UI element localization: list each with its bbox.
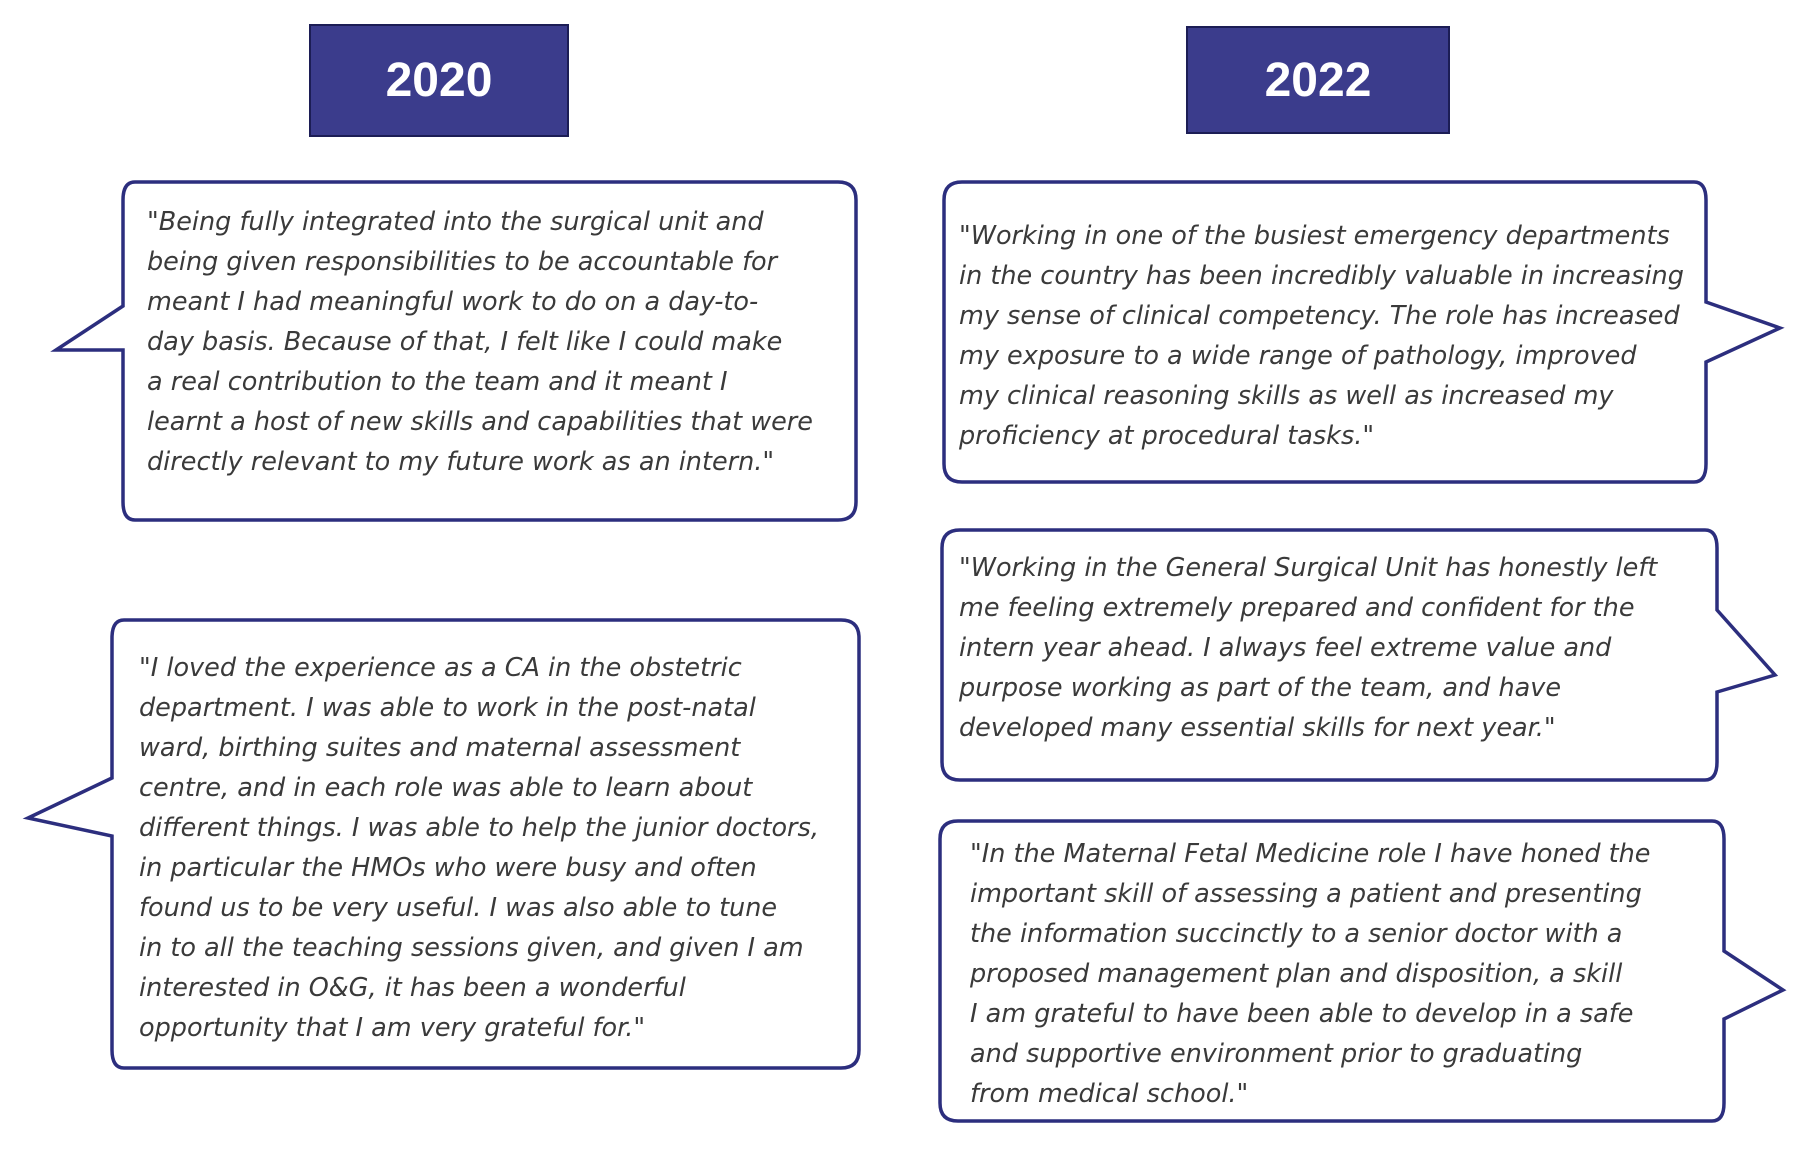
quote-bubble-2020-1 <box>48 180 858 522</box>
quote-text: "Working in one of the busiest emergency departments in the country has been incredibly valuable in increasing my sense of clinical competency. The role has increased my exposure to a wide range of pathology, improved my clinical reasoning skills as well as increased my proficiency at procedural tasks." <box>959 221 1684 451</box>
quote-text: "Working in the General Surgical Unit has honestly left me feeling extremely prepared and confident for the intern year ahead. I always feel extreme value and purpose working as part of the team, and have developed many essential skills for next year." <box>959 553 1658 743</box>
quote-text: "I loved the experience as a CA in the obstetric department. I was able to work in the post-natal ward, birthing suites and maternal assessment centre, and in each role was able to learn about different things. I was able to help the junior doctors, in particular the HMOs who were busy and often found us to be very useful. I was also able to tune in to all the teaching sessions given, and given I am interested in O&G, it has been a wonderful opportunity that I am very grateful for." <box>139 653 819 1043</box>
quote-bubble-2020-2 <box>25 618 861 1072</box>
quote-text: "Being fully integrated into the surgical unit and being given responsibilities to be accountable for meant I had meaningful work to do on a day-to- day basis. Because of that, I felt like I could make a real contribution to the team and it meant I learnt a host of new skills and capabilities that were directly relevant to my future work as an intern." <box>147 207 813 477</box>
year-header-2022: 2022 <box>1186 26 1450 134</box>
quote-bubble-2022-3 <box>938 819 1788 1125</box>
quote-bubble-2022-2 <box>940 528 1780 782</box>
quote-text: "In the Maternal Fetal Medicine role I have honed the important skill of assessing a patient and presenting the information succinctly to a senior doctor with a proposed management plan and disposition, a skill I am grateful to have been able to develop in a safe and supportive environment prior to graduating from medical school." <box>970 839 1651 1109</box>
quote-bubble-2022-1 <box>942 180 1786 486</box>
year-header-2020: 2020 <box>309 24 569 137</box>
